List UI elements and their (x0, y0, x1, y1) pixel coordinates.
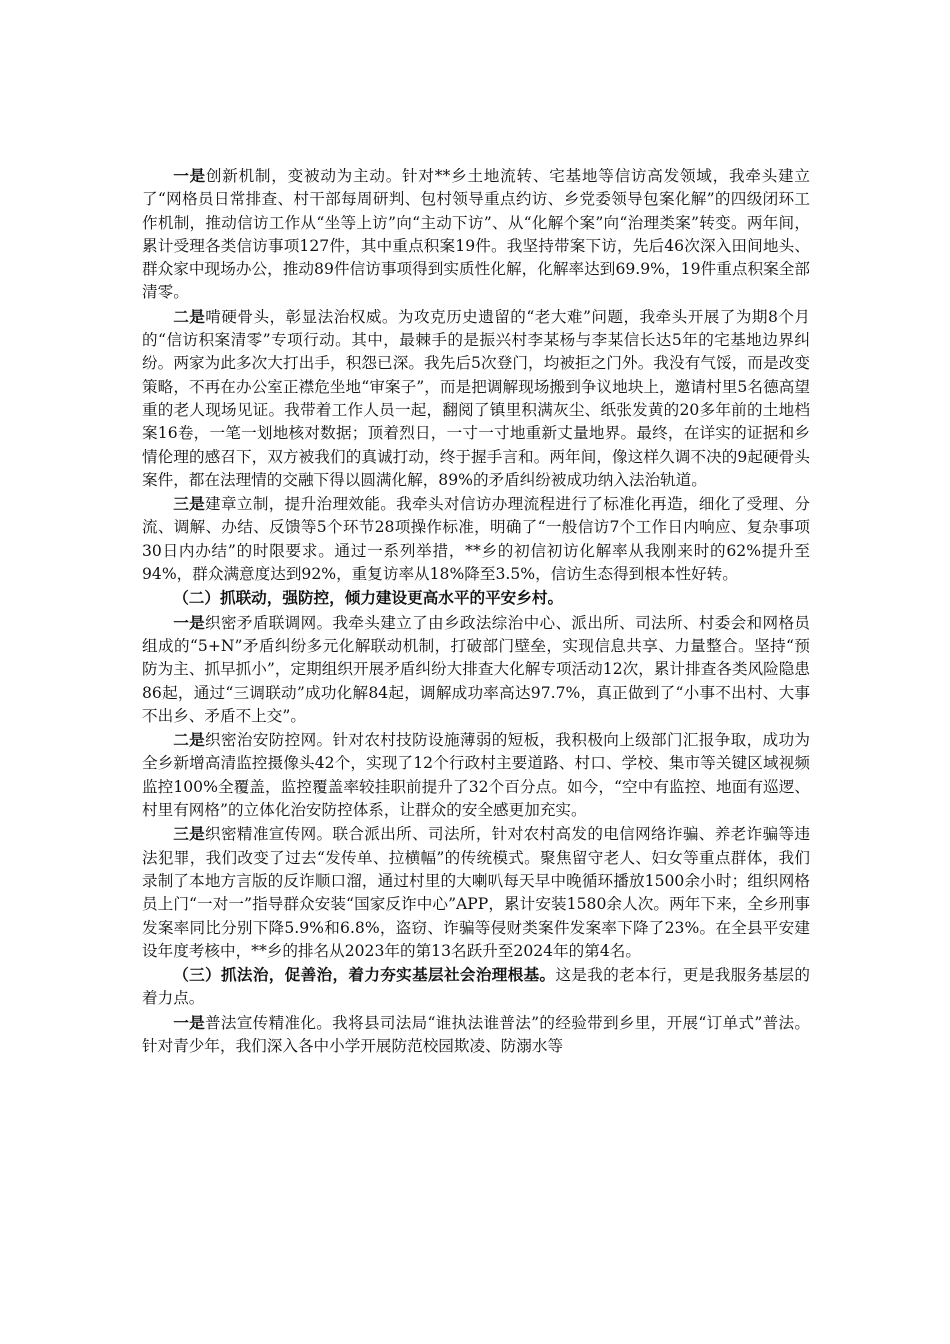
paragraph-lead: 一是 (173, 166, 206, 185)
paragraph-standardize (142, 492, 810, 586)
document-page (142, 164, 810, 1058)
paragraph-lead: 一是 (173, 612, 206, 632)
paragraph-lead: 二是 (173, 730, 206, 750)
paragraph-lead: 三是 (173, 824, 206, 844)
paragraph-body: 创新机制，变被动为主动。针对**乡土地流转、宅基地等信访高发领域，我牵头建立了“网格员日常排查、村干部每周研判、包村领导重点约访、乡党委领导包案化解”的四级闭环工作机制，推动信访工作从“坐等上访”向“主动下访”、从“化解个案”向“治理类案”转变。两年间，累计受理各类信访事项127件，其中重点积案19件。我坚持带案下访，先后46次深入田间地头、群众家中现场办公，推动89件信访事项得到实质性化解，化解率达到69.9%，19件重点积案全部清零。 (142, 167, 810, 302)
paragraph-body: 啃硬骨头，彰显法治权威。为攻克历史遗留的“老大难”问题，我牵头开展了为期8个月的“信访积案清零”专项行动。其中，最棘手的是振兴村李某杨与李某信长达5年的宅基地边界纠纷。两家为此多次大打出手，积怨已深。我先后5次登门，均被拒之门外。我没有气馁，而是改变策略，不再在办公室正襟危坐地“审案子”，而是把调解现场搬到争议地块上，邀请村里5名德高望重的老人现场见证。我带着工作人员一起，翻阅了镇里积满灰尘、纸张发黄的20多年前的土地档案16卷，一笔一划地核对数据；顶着烈日，一寸一寸地重新丈量地界。最终，在详实的证据和乡情伦理的感召下，双方被我们的真诚打动，终于握手言和。两年间，像这样久调不决的9起硬骨头案件，都在法理情的交融下得以圆满化解，89%的矛盾纠纷被成功纳入法治轨道。 (142, 307, 810, 489)
paragraph-body: 这是我的老本行，更是我服务基层的着力点。 (142, 966, 810, 1008)
paragraph-innovate-mechanism (142, 164, 810, 305)
paragraph-legal-publicity (142, 1011, 810, 1059)
paragraph-body: 织密精准宣传网。联合派出所、司法所，针对农村高发的电信网络诈骗、养老诈骗等违法犯罪，我们改变了过去“发传单、拉横幅”的传统模式。聚焦留守老人、妇女等重点群体，我们录制了本地方言版的反诈顺口溜，通过村里的大喇叭每天早中晚循环播放1500余小时；组织网格员上门“一对一”指导群众安装“国家反诈中心”APP，累计安装1580余人次。两年下来，全乡刑事发案率同比分别下降5.9%和6.8%，盗窃、诈骗等侵财类案件发案率下降了23%。在全县平安建设年度考核中，**乡的排名从2023年的第13名跃升至2024年的第4名。 (142, 825, 810, 960)
section-heading-3 (142, 963, 810, 1011)
paragraph-body: 建章立制，提升治理效能。我牵头对信访办理流程进行了标准化再造，细化了受理、分流、调解、办结、反馈等5个环节28项操作标准，明确了“一般信访7个工作日内响应、复杂事项30日内办结”的时限要求。通过一系列举措，**乡的初信初访化解率从我刚来时的62%提升至94%，群众满意度达到92%，重复访率从18%降至3.5%，信访生态得到根本性好转。 (142, 495, 810, 584)
paragraph-lead: 一是 (173, 1012, 205, 1032)
section-heading-2 (142, 586, 810, 610)
paragraph-lead: 二是 (173, 306, 206, 326)
paragraph-body: 织密治安防控网。针对农村技防设施薄弱的短板，我积极向上级部门汇报争取，成功为全乡新增高清监控摄像头42个，实现了12个行政村主要道路、村口、学校、集市等关键区域视频监控100%全覆盖，监控覆盖率较挂职前提升了32个百分点。如今，“空中有监控、地面有巡逻、村里有网格”的立体化治安防控体系，让群众的安全感更加充实。 (142, 731, 810, 820)
paragraph-mediation-network (142, 611, 810, 728)
section-heading-text: （三）抓法治，促善治，着力夯实基层社会治理根基。 (173, 965, 556, 985)
paragraph-publicity-network (142, 822, 810, 963)
paragraph-tough-cases (142, 305, 810, 492)
section-heading-text: （二）抓联动，强防控，倾力建设更高水平的平安乡村。 (173, 588, 564, 608)
paragraph-body: 普法宣传精准化。我将县司法局“谁执法谁普法”的经验带到乡里，开展“订单式”普法。针对青少年，我们深入各中小学开展防范校园欺凌、防溺水等 (142, 1013, 810, 1055)
paragraph-lead: 三是 (173, 494, 206, 514)
paragraph-security-network (142, 728, 810, 822)
paragraph-body: 织密矛盾联调网。我牵头建立了由乡政法综治中心、派出所、司法所、村委会和网格员组成的“5+N”矛盾纠纷多元化解联动机制，打破部门壁垒，实现信息共享、力量整合。坚持“预防为主、抓早抓小”，定期组织开展矛盾纠纷大排查大化解专项活动12次，累计排查各类风险隐患86起，通过“三调联动”成功化解84起，调解成功率高达97.7%，真正做到了“小事不出村、大事不出乡、矛盾不上交”。 (142, 613, 810, 725)
